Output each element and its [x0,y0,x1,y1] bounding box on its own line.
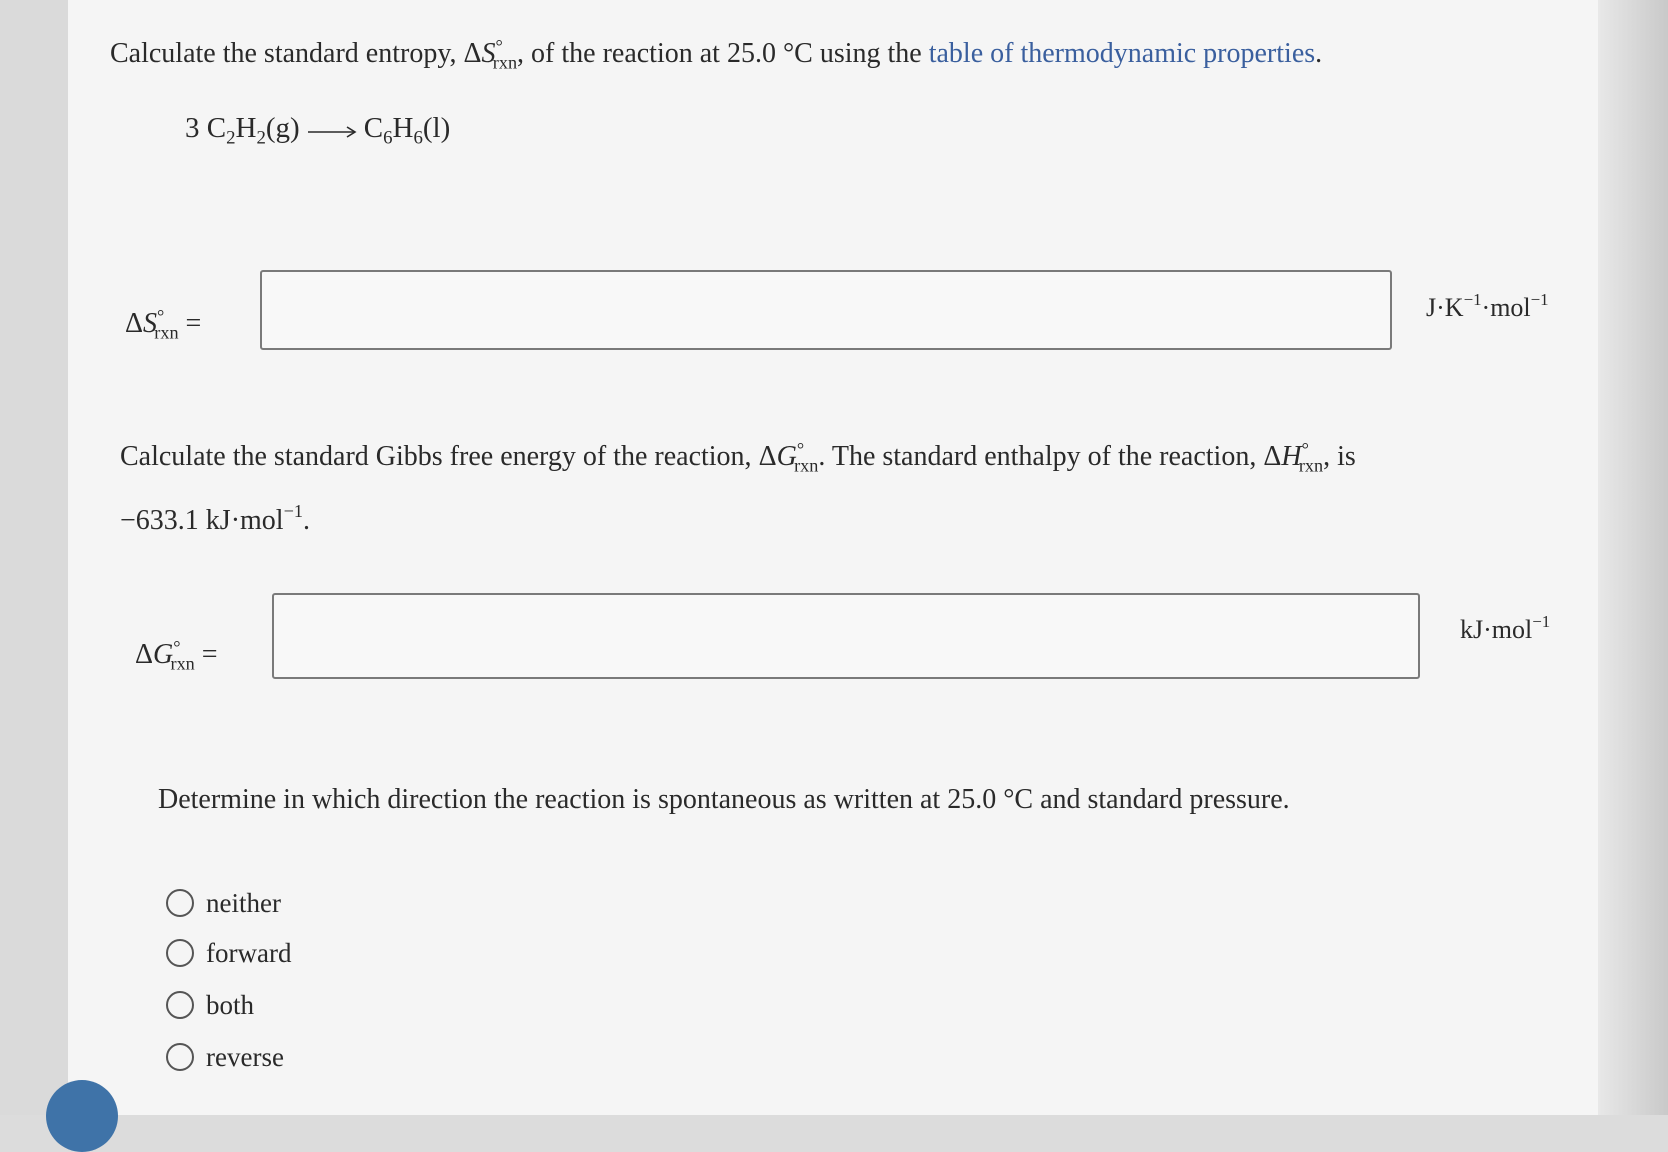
gibbs-symbol: G [153,639,174,670]
question-text: Calculate the standard entropy, [110,38,464,69]
unit-text: J·K [1426,292,1464,322]
radio-button-icon[interactable] [166,939,194,967]
gibbs-symbol: G [776,441,797,472]
question-text: . The standard enthalpy of the reaction, [818,441,1264,472]
coefficient: 3 [185,112,200,144]
reaction-arrow-icon [306,114,358,147]
option-label: both [206,989,255,1020]
reaction-equation [185,112,450,150]
delta-symbol: Δ [135,639,154,670]
unit-exponent: −1 [283,501,303,522]
entropy-symbol: S [481,38,496,69]
radio-button-icon[interactable] [166,991,194,1019]
radio-button-icon[interactable] [166,889,194,917]
option-label: neither [206,887,281,918]
standard-state-symbol: ° [173,637,181,657]
gibbs-unit [1460,612,1550,645]
state-label: (l) [422,112,451,144]
question-text: , of the reaction at 25.0 °C using the [517,38,929,69]
unit-text: kJ·mol [1460,614,1533,644]
entropy-question-text [110,36,1322,73]
rxn-subscript: rxn [170,653,195,674]
gibbs-question-line-1 [120,426,1356,488]
question-text: , is [1323,441,1356,472]
option-both[interactable] [166,988,254,1022]
enthalpy-symbol: H [1281,441,1302,472]
unit-exponent: −1 [1530,290,1549,309]
help-button[interactable] [46,1080,118,1152]
unit-text: ·mol [1481,292,1531,322]
unit-exponent: −1 [1532,612,1551,631]
option-reverse[interactable] [166,1040,284,1074]
subscript: 2 [226,127,236,149]
option-forward[interactable] [166,936,291,970]
element-symbol: H [392,112,414,144]
element-symbol: C [363,112,384,144]
rxn-subscript: rxn [1298,455,1324,476]
element-symbol: C [206,112,227,144]
standard-state-symbol: ° [157,306,165,326]
spontaneity-question-text: Determine in which direction the reaction is spontaneous as written at 25.0 °C and standard pressure. [158,784,1290,815]
left-margin [0,0,68,1115]
gibbs-question-line-2 [120,488,1356,544]
question-panel [68,0,1598,1115]
subscript: 2 [256,127,266,149]
subscript: 6 [413,127,423,149]
standard-state-symbol: ° [1301,439,1309,459]
option-label: reverse [206,1041,284,1072]
gibbs-field-label [135,637,218,674]
entropy-field-label [125,306,201,343]
gibbs-question-text [120,426,1356,544]
question-text: . [1315,38,1323,69]
equals-sign: = [178,308,202,339]
rxn-subscript: rxn [154,322,179,343]
option-neither[interactable] [166,886,281,920]
delta-symbol: Δ [463,38,482,69]
subscript: 6 [383,127,393,149]
equals-sign: = [194,639,218,670]
entropy-symbol: S [143,308,158,339]
radio-button-icon[interactable] [166,1043,194,1071]
option-label: forward [206,937,292,968]
question-text: . [302,505,310,537]
rxn-subscript: rxn [492,52,518,73]
question-text: Calculate the standard Gibbs free energy of the reaction, [120,441,759,472]
standard-state-symbol: ° [495,36,503,56]
entropy-unit [1426,290,1549,323]
delta-symbol: Δ [758,441,777,472]
right-margin [1598,0,1668,1115]
entropy-answer-input[interactable] [260,270,1392,350]
rxn-subscript: rxn [794,455,819,476]
delta-symbol: Δ [125,308,144,339]
enthalpy-value: −633.1 kJ·mol [120,505,284,537]
thermodynamic-table-link[interactable]: table of thermodynamic properties [928,38,1316,69]
unit-exponent: −1 [1463,290,1482,309]
delta-symbol: Δ [1263,441,1282,472]
state-label: (g) [265,112,300,144]
standard-state-symbol: ° [796,439,805,459]
element-symbol: H [235,112,257,144]
gibbs-answer-input[interactable] [272,593,1420,679]
